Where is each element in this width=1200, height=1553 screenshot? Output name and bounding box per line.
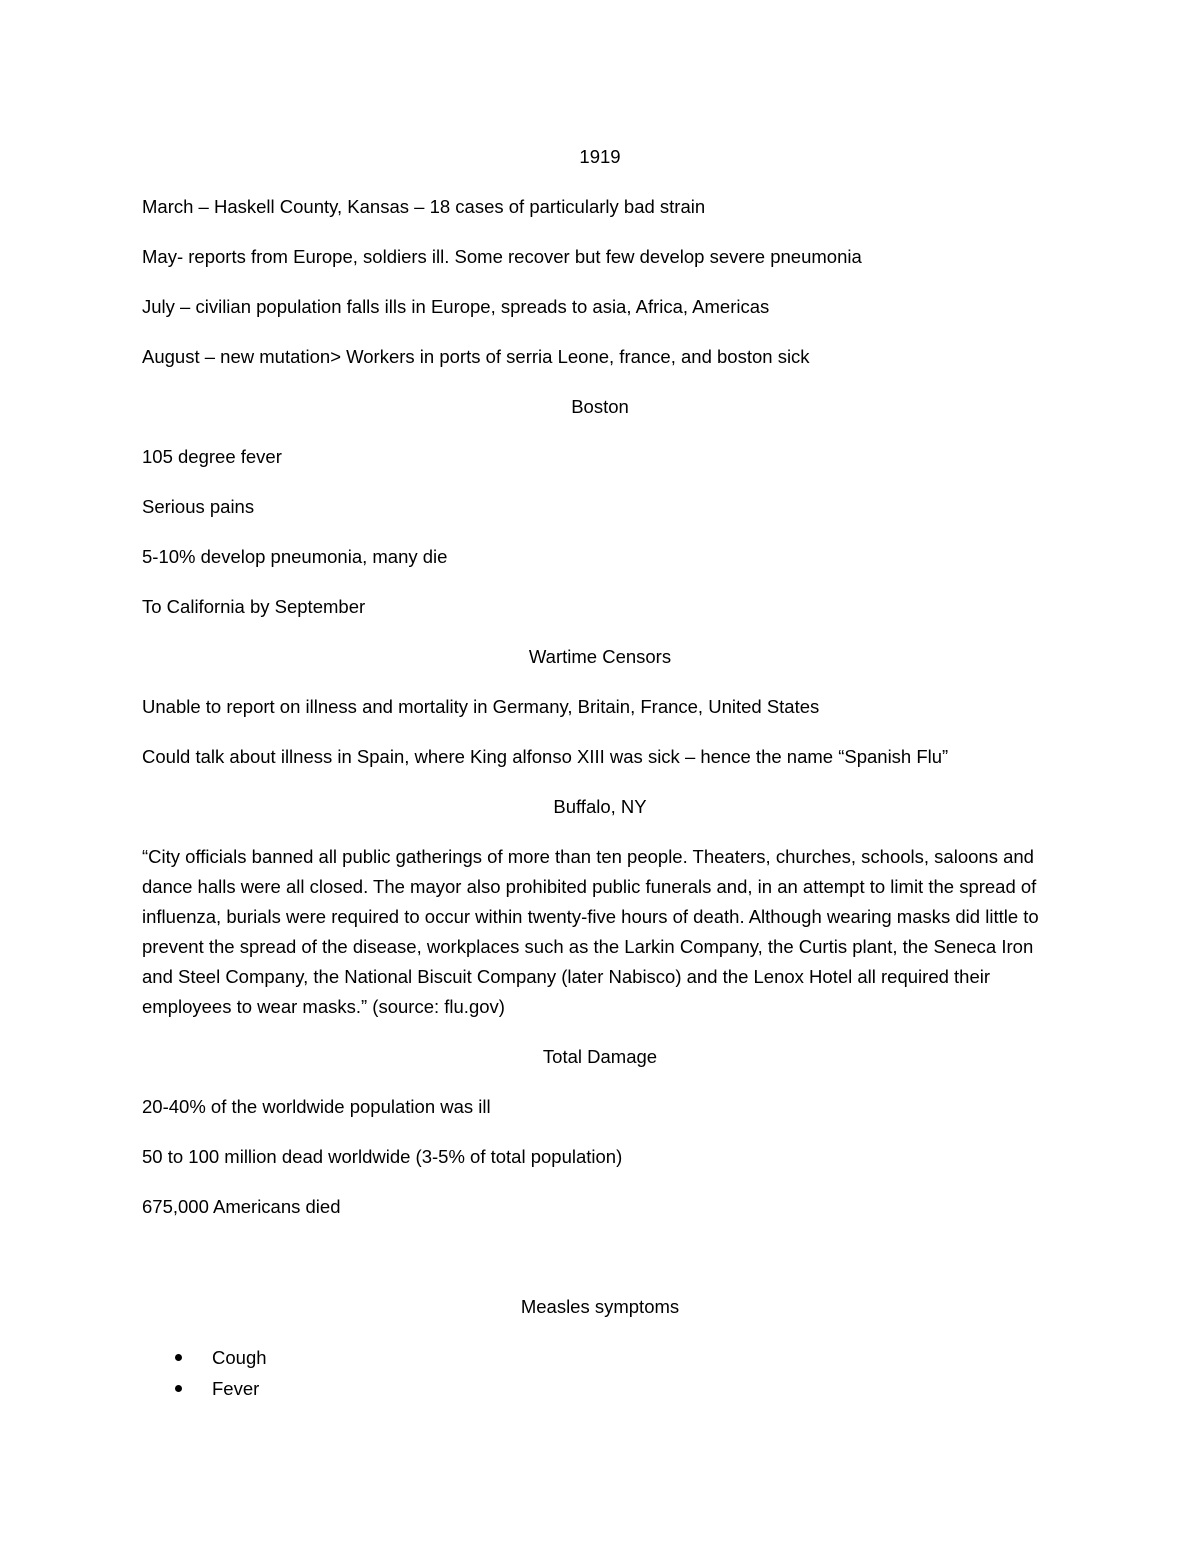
boston-fever: 105 degree fever: [142, 446, 282, 467]
measles-symptom-list: [142, 1342, 1058, 1404]
measles-heading: Measles symptoms: [520, 1296, 680, 1317]
timeline-may: May- reports from Europe, soldiers ill. Some recover but few develop severe pneumonia: [142, 246, 862, 267]
total-damage-heading: Total Damage: [542, 1046, 658, 1067]
censors-heading: Wartime Censors: [528, 646, 672, 667]
censors-unable: Unable to report on illness and mortality in Germany, Britain, France, United States: [142, 696, 820, 717]
bullet-icon: [175, 1354, 182, 1361]
boston-pneumonia: 5-10% develop pneumonia, many die: [142, 546, 448, 567]
year-heading: 1919: [579, 146, 621, 167]
boston-california: To California by September: [142, 596, 366, 617]
list-item: [142, 1342, 1058, 1373]
timeline-july: July – civilian population falls ills in Europe, spreads to asia, Africa, Americas: [142, 296, 770, 317]
list-item: [142, 1373, 1058, 1404]
damage-dead: 50 to 100 million dead worldwide (3-5% of total population): [142, 1146, 623, 1167]
buffalo-heading: Buffalo, NY: [553, 796, 647, 817]
boston-pains: Serious pains: [142, 496, 255, 517]
boston-heading: Boston: [571, 396, 629, 417]
timeline-august: August – new mutation> Workers in ports of serria Leone, france, and boston sick: [142, 346, 810, 367]
damage-ill: 20-40% of the worldwide population was ill: [142, 1096, 491, 1117]
document-body: [142, 142, 1058, 1404]
blank-line: [142, 1242, 1058, 1292]
list-item-label: Cough: [212, 1347, 267, 1368]
damage-americans: 675,000 Americans died: [142, 1196, 341, 1217]
list-item-label: Fever: [212, 1378, 260, 1399]
censors-spain: Could talk about illness in Spain, where King alfonso XIII was sick – hence the name “Spanish Flu”: [142, 746, 949, 767]
bullet-icon: [175, 1385, 182, 1392]
buffalo-quote: “City officials banned all public gatherings of more than ten people. Theaters, churches, schools, saloons and dance halls were all closed. The mayor also prohibited public funerals and, in an attempt to limit the spread of influenza, burials were required to occur within twenty-five hours of death. Although wearing masks did little to prevent the spread of the disease, workplaces such as the Larkin Company, the Curtis plant, the Seneca Iron and Steel Company, the National Biscuit Company (later Nabisco) and the Lenox Hotel all required their employees to wear masks.” (source: flu.gov): [142, 846, 1039, 1017]
timeline-march: March – Haskell County, Kansas – 18 cases of particularly bad strain: [142, 196, 706, 217]
